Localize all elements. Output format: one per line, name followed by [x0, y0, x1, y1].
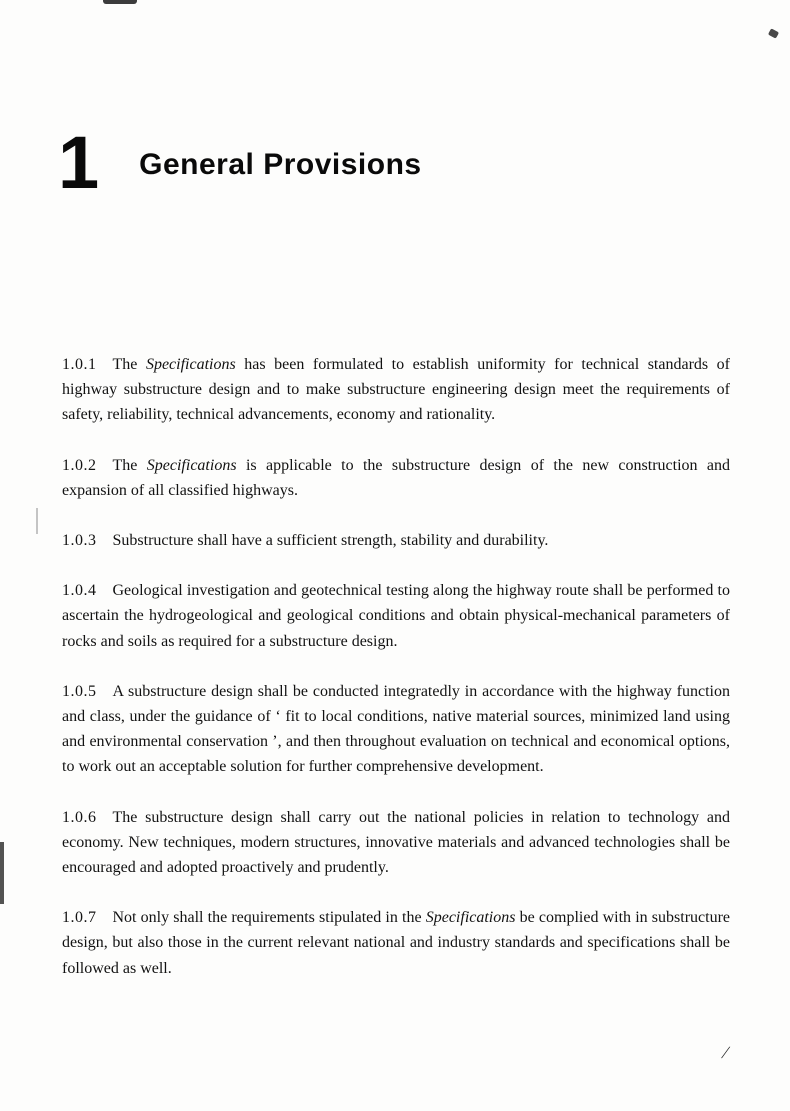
- clause-text-italic: Specifications: [146, 456, 237, 474]
- clause-1.0.2: [62, 453, 730, 503]
- clause-number: 1.0.5: [62, 682, 97, 700]
- clause-number: 1.0.3: [62, 532, 97, 550]
- clause-1.0.3: [62, 528, 730, 553]
- clause-1.0.7: [62, 905, 730, 981]
- clause-text: A substructure design shall be conducted integratedly in accordance with the highway function and class, under the guidance of ‘ fit to local conditions, native material sources, minimized land using and environmental conservation ’, and then throughout evaluation on technical and economical options, to work out an acceptable solution for further comprehensive development.: [62, 682, 730, 776]
- scan-artifact-left-mid: [36, 508, 38, 534]
- clause-text: Substructure shall have a sufficient strength, stability and durability.: [112, 532, 549, 550]
- clause-number: 1.0.1: [62, 356, 97, 373]
- clause-text-italic: Specifications: [145, 356, 236, 373]
- scan-artifact-top-right: [768, 28, 779, 38]
- clause-text-italic: Specifications: [425, 909, 516, 927]
- clause-1.0.1: [62, 352, 730, 428]
- chapter-number: 1: [58, 121, 98, 204]
- page-title: General Provisions: [139, 148, 422, 181]
- clause-1.0.6: [62, 805, 730, 881]
- clause-text: is applicable to the substructure design of the new construction and expansion of all classified highways.: [62, 456, 731, 499]
- clause-text: Geological investigation and geotechnical testing along the highway route shall be performed to ascertain the hydrogeological and geological conditions and obtain physical-mechanical parameters of rocks and soils as required for a substructure design.: [62, 582, 730, 650]
- scan-artifact-left-low: [0, 842, 4, 904]
- clause-number: 1.0.2: [62, 456, 97, 474]
- chapter-header: [58, 121, 730, 204]
- clause-number: 1.0.4: [62, 582, 97, 600]
- clause-text: The: [112, 356, 146, 373]
- clause-text: The substructure design shall carry out the national policies in relation to technology and economy. New techniques, modern structures, innovative materials and advanced technologies shall be encouraged and adopted proactively and prudently.: [62, 808, 730, 877]
- page-mark: /: [721, 1043, 731, 1062]
- clause-1.0.5: [62, 679, 730, 780]
- clause-text: be complied with in substructure design, but also those in the current relevant national and industry standards and specifications shall be followed as well.: [62, 909, 731, 977]
- clause-text: The: [112, 456, 147, 474]
- clause-number: 1.0.7: [62, 909, 97, 927]
- clause-text: Not only shall the requirements stipulated in the: [112, 909, 426, 927]
- clause-1.0.4: [62, 578, 730, 654]
- clause-text: has been formulated to establish uniformity for technical standards of highway substructure design and to make substructure engineering design meet the requirements of safety, reliability, technical advancements, economy and rationality.: [62, 356, 731, 424]
- clause-number: 1.0.6: [62, 808, 97, 826]
- clauses: [62, 352, 730, 1006]
- scan-artifact-top-left: [103, 0, 137, 4]
